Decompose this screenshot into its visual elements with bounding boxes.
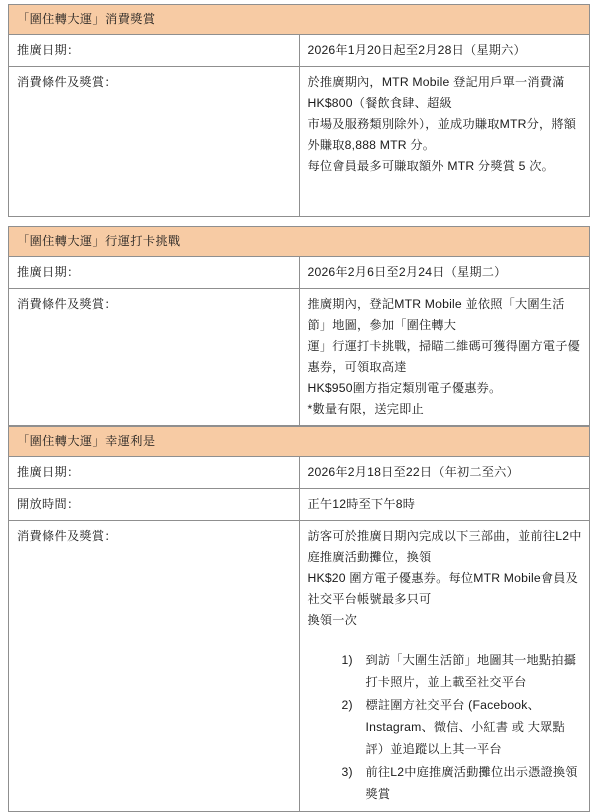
text-line: HK$950圍方指定類別電子優惠券。 — [307, 381, 502, 395]
text-line: 訪客可於推廣日期內完成以下三部曲，並前往L2中庭推廣活動攤位，換領 — [307, 529, 582, 564]
row-label-opening-hours: 開放時間： — [9, 489, 300, 521]
steps-list — [308, 649, 583, 805]
row-value-conditions-rewards — [299, 67, 590, 217]
table-row — [9, 289, 590, 426]
table-row — [9, 457, 590, 489]
row-label-conditions-rewards: 消費條件及獎賞： — [9, 521, 300, 812]
table-row — [9, 257, 590, 289]
text-line: 2026年1月20日起至2月28日（星期六） — [307, 43, 526, 57]
table-header-row — [9, 5, 590, 35]
promo-table-spending-reward — [8, 4, 590, 217]
table-row — [9, 35, 590, 67]
promo-table-checkin-challenge — [8, 226, 590, 426]
table-gap-divider — [8, 217, 590, 226]
text-line: 於推廣期內，MTR Mobile 登記用戶單一消費滿HK$800（餐飲食肆、超級 — [307, 75, 565, 110]
section-header-title: 「圍住轉大運」幸運利是 — [9, 427, 590, 457]
row-label-conditions-rewards: 消費條件及獎賞： — [9, 289, 300, 426]
table-row — [9, 67, 590, 217]
table-header-row — [9, 427, 590, 457]
text-line: HK$20 圍方電子優惠券。每位MTR Mobile會員及社交平台帳號最多只可 — [307, 571, 579, 606]
row-value-conditions-rewards — [299, 289, 590, 426]
row-label-promotion-period: 推廣日期： — [9, 257, 300, 289]
text-line: 推廣期內，登記MTR Mobile 並依照「大圍生活節」地圖，參加「圍住轉大 — [307, 297, 565, 332]
row-label-promotion-period: 推廣日期： — [9, 35, 300, 67]
text-line: 2026年2月18日至22日（年初二至六） — [307, 465, 519, 479]
section-header-title: 「圍住轉大運」行運打卡挑戰 — [9, 227, 590, 257]
row-label-promotion-period: 推廣日期： — [9, 457, 300, 489]
promo-table-lucky-red-packet — [8, 426, 590, 812]
text-line: 運」行運打卡挑戰，掃瞄二維碼可獲得圍方電子優惠券，可領取高達 — [307, 339, 581, 374]
text-line-note: *數量有限，送完即止 — [307, 402, 424, 416]
table-row — [9, 489, 590, 521]
section-header-title: 「圍住轉大運」消費獎賞 — [9, 5, 590, 35]
text-line: 2026年2月6日至2月24日（星期二） — [307, 265, 507, 279]
text-line: 換領一次 — [307, 613, 358, 627]
row-value-promotion-period — [299, 35, 590, 67]
row-value-opening-hours — [299, 489, 590, 521]
row-value-conditions-rewards — [299, 521, 590, 812]
table-header-row — [9, 227, 590, 257]
text-line: 每位會員最多可賺取額外 MTR 分獎賞 5 次。 — [307, 159, 555, 173]
row-value-promotion-period — [299, 457, 590, 489]
cell-bottom-spacer — [308, 177, 583, 211]
row-value-promotion-period — [299, 257, 590, 289]
text-line: 正午12時至下午8時 — [307, 497, 416, 511]
list-item: 到訪「大圍生活節」地圖其一地點拍攝打卡照片，並上載至社交平台 — [365, 653, 577, 689]
text-line: 市場及服務類別除外），並成功賺取MTR分，將額外賺取8,888 MTR 分。 — [307, 117, 577, 152]
list-item: 前往L2中庭推廣活動攤位出示憑證換領獎賞 — [365, 765, 578, 801]
list-item: 標註圍方社交平台 (Facebook、Instagram、微信、小紅書 或 大眾點評）並追蹤以上其一平台 — [365, 698, 565, 756]
table-row — [9, 521, 590, 812]
row-label-conditions-rewards: 消費條件及獎賞： — [9, 67, 300, 217]
